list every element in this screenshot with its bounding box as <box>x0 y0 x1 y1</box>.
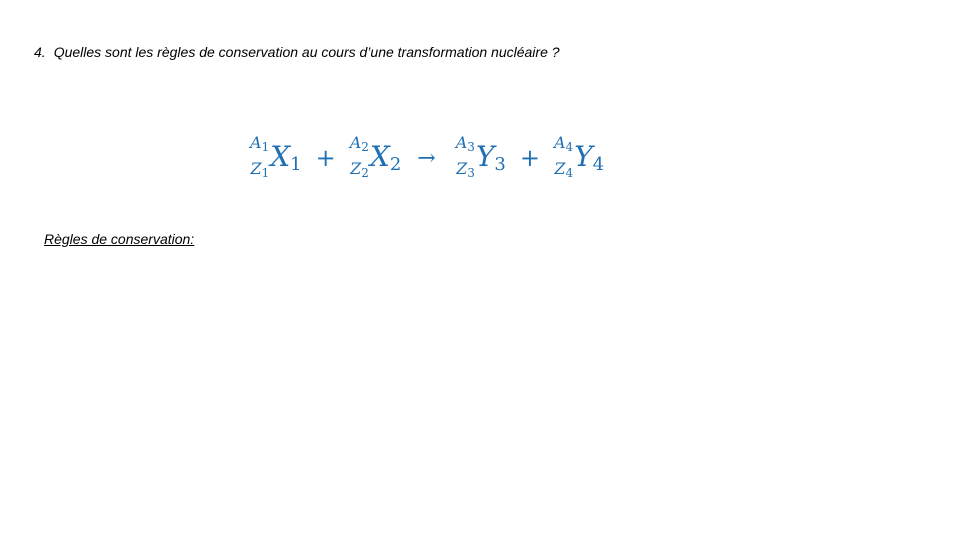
mass-number-a2: $A_2$ <box>349 133 369 154</box>
nuclide-x1 <box>250 132 302 184</box>
atomic-number-z4: $Z_4$ <box>554 159 574 180</box>
atomic-number-z1: $Z_1$ <box>250 159 270 180</box>
reaction-arrow: → <box>417 145 436 171</box>
mass-number-a4: $A_4$ <box>553 133 574 154</box>
question <box>34 44 560 60</box>
plus-sign: + <box>315 144 336 172</box>
element-symbol-y3: $Y_3$ <box>475 139 506 175</box>
nuclide-x2 <box>350 132 402 184</box>
atomic-number-z2: $Z_2$ <box>350 159 369 180</box>
question-number: 4. <box>34 44 46 60</box>
element-symbol-x2: $X_2$ <box>369 139 402 175</box>
element-symbol-y4: $Y_4$ <box>574 139 605 175</box>
mass-number-a3: $A_3$ <box>455 133 475 154</box>
nuclear-equation <box>250 128 604 188</box>
nuclide-y4 <box>554 132 604 184</box>
atomic-number-z3: $Z_3$ <box>456 159 475 180</box>
element-symbol-x1: $X_1$ <box>270 139 302 175</box>
question-text: Quelles sont les règles de conservation au cours d’une transformation nucléaire ? <box>53 44 560 60</box>
nuclide-y3 <box>456 132 506 184</box>
mass-number-a1: $A_1$ <box>250 133 270 154</box>
conservation-rules-label: Règles de conservation: <box>44 231 195 247</box>
plus-sign: + <box>519 144 540 172</box>
